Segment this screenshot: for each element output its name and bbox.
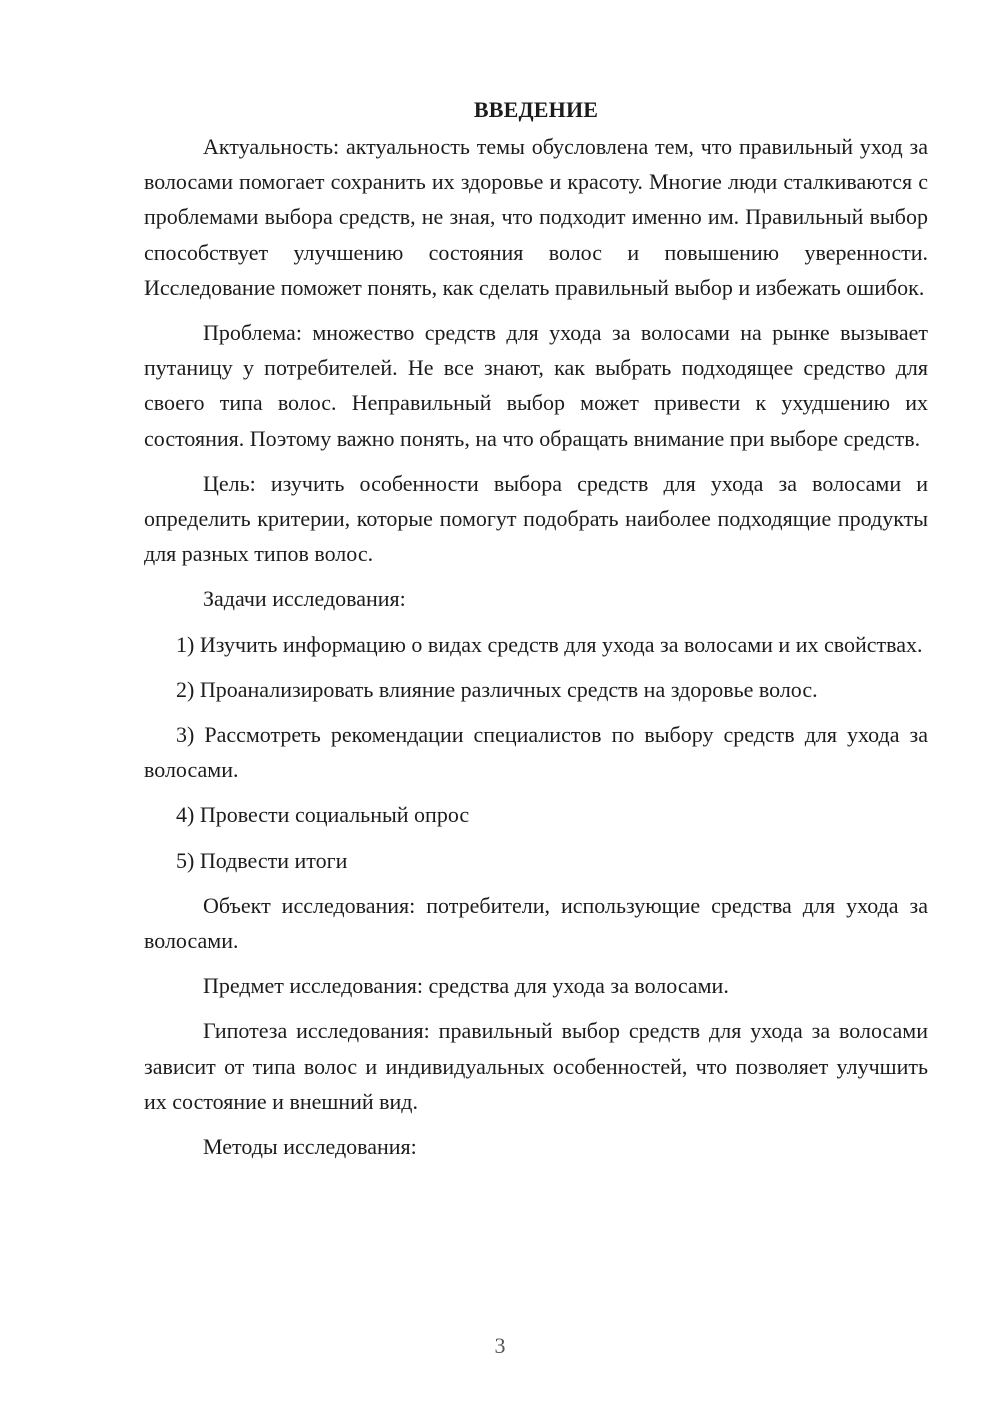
tasks-heading: Задачи исследования: [203, 586, 406, 612]
task-item-2: 2) Проанализировать влияние различных средств на здоровье волос. [176, 676, 818, 702]
paragraph-hypothesis: Гипотеза исследования: правильный выбор средств для ухода за волосами зависит от типа волос и индивидуальных особенностей, что позволяет улучшить их состояние и внешний вид. [144, 1018, 928, 1114]
methods-heading: Методы исследования: [203, 1134, 417, 1160]
document-page [144, 92, 928, 1174]
paragraph-problem: Проблема: множество средств для ухода за волосами на рынке вызывает путаницу у потребителей. Не все знают, как выбрать подходящее средство для своего типа волос. Неправильный выбор может привести к ухудшению их состояния. Поэтому важно понять, на что обращать внимание при выборе средств. [144, 320, 928, 451]
paragraph-subject: Предмет исследования: средства для ухода за волосами. [203, 973, 729, 999]
paragraph-object: Объект исследования: потребители, использующие средства для ухода за волосами. [144, 892, 928, 954]
paragraph-goal: Цель: изучить особенности выбора средств для ухода за волосами и определить критерии, которые помогут подобрать наиболее подходящие продукты для разных типов волос. [144, 470, 928, 567]
section-title: ВВЕДЕНИЕ [473, 97, 599, 122]
paragraph-relevance: Актуальность: актуальность темы обусловлена тем, что правильный уход за волосами помогает сохранить их здоровье и красоту. Многие люди сталкиваются с проблемами выбора средств, не зная, что подходит именно им. Правильный выбор способствует улучшению состояния волос и повышению уверенности. Исследование поможет понять, как сделать правильный выбор и избежать ошибок. [144, 134, 928, 300]
page-number: 3 [494, 1333, 506, 1358]
task-item-1: 1) Изучить информацию о видах средств для ухода за волосами и их свойствах. [176, 631, 923, 657]
task-item-4: 4) Провести социальный опрос [176, 802, 470, 828]
task-item-5: 5) Подвести итоги [176, 847, 348, 873]
task-item-3: 3) Рассмотреть рекомендации специалистов по выбору средств для ухода за волосами. [144, 722, 928, 783]
